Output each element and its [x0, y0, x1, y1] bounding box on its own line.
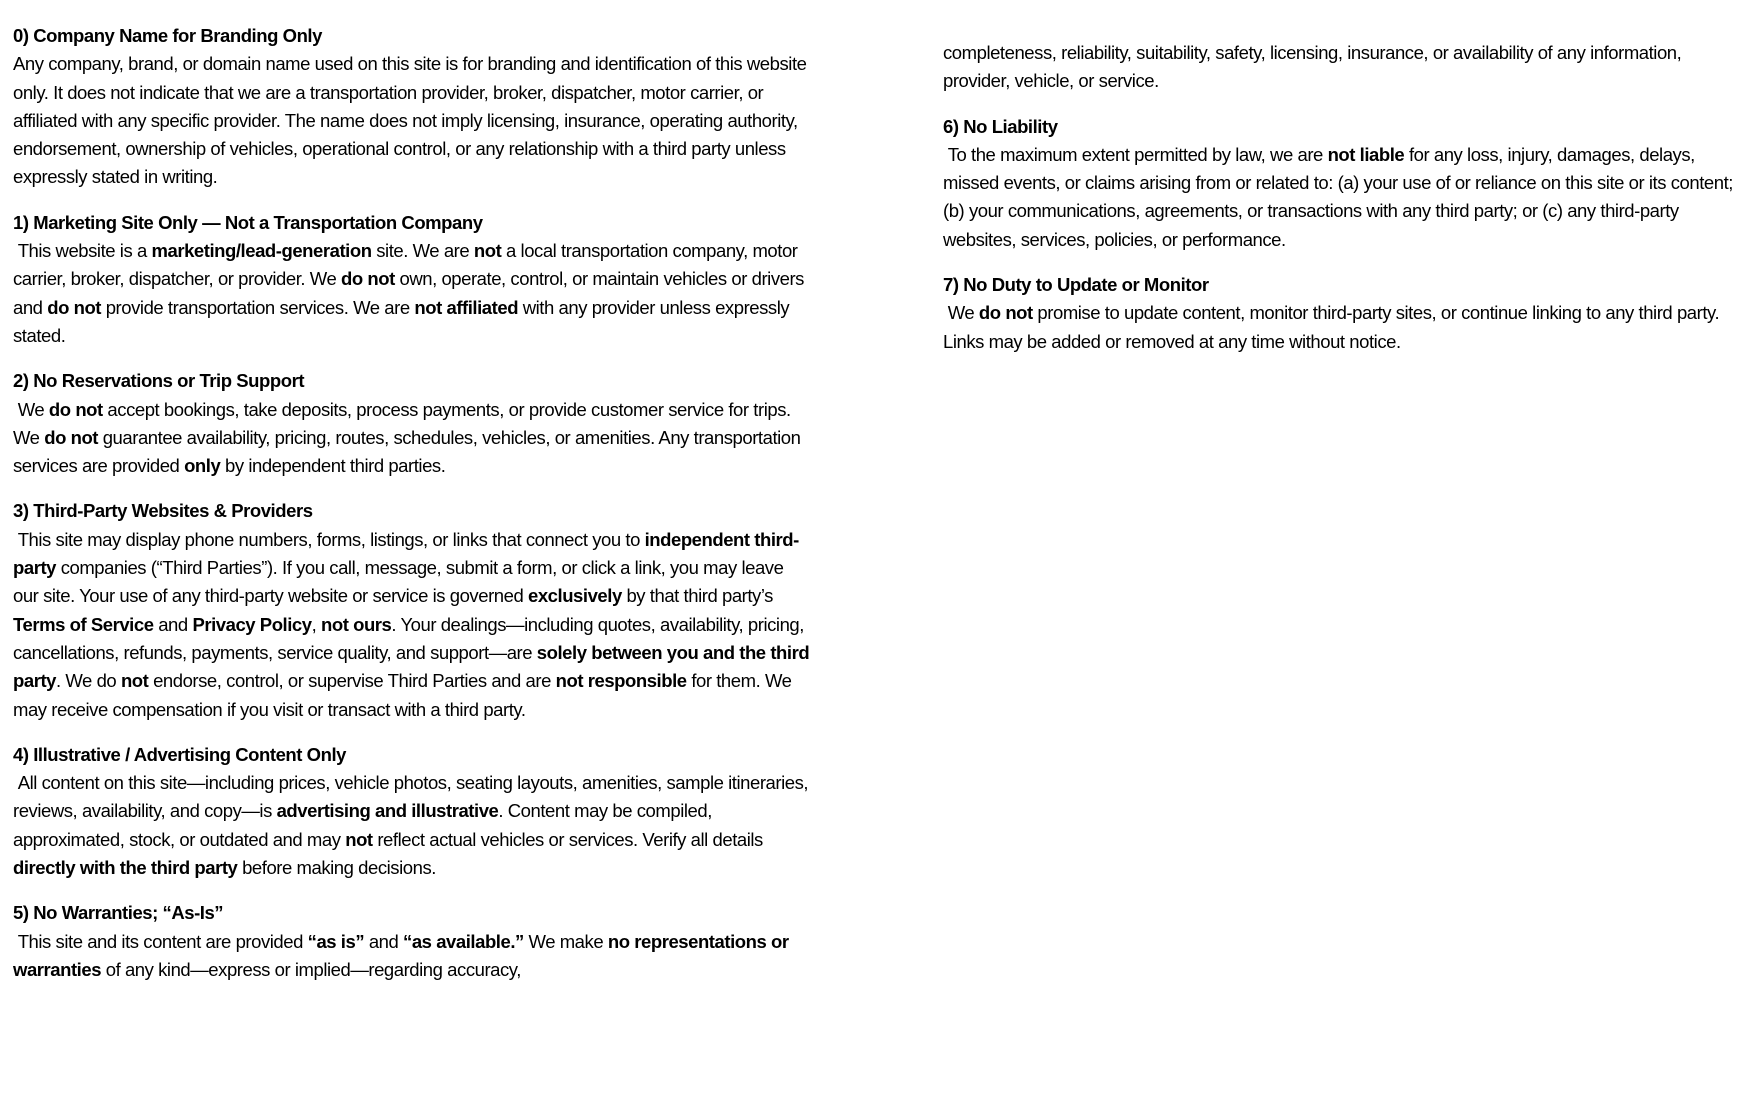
- section-7-heading: 7) No Duty to Update or Monitor: [943, 274, 1209, 296]
- section-5-continuation: [943, 39, 1741, 96]
- section-2-body: We do not accept bookings, take deposits, process payments, or provide customer service for trips. We do not guarantee availability, pricing, routes, schedules, vehicles, or amenities. Any transportation services are provided only by independent third parties.: [13, 398, 806, 477]
- section-2-no-reservations: [13, 367, 811, 480]
- section-3-body: This site may display phone numbers, forms, listings, or links that connect you to independent third-party companies (“Third Parties”). If you call, message, submit a form, or click a link, you may leave our site. Your use of any third-party website or service is governed exclusively by that third party’s Terms of Service and Privacy Policy, not ours. Your dealings—including quotes, availability, pricing, cancellations, refunds, payments, service quality, and support—are solely between you and the third party. We do not endorse, control, or supervise Third Parties and are not responsible for them. We may receive compensation if you visit or transact with a third party.: [13, 528, 814, 720]
- section-7-no-duty-to-update: [943, 271, 1741, 356]
- section-3-heading: 3) Third-Party Websites & Providers: [13, 500, 313, 522]
- section-7-body: We do not promise to update content, monitor third-party sites, or continue linking to any third party. Links may be added or removed at any time without notice.: [943, 302, 1724, 352]
- section-3-third-party-websites: [13, 497, 814, 723]
- section-1-body: This website is a marketing/lead-generation site. We are not a local transportation company, motor carrier, broker, dispatcher, or provider. We do not own, operate, control, or maintain vehicles or drivers and do not provide transportation services. We are not affiliated with any provider unless expressly stated.: [13, 240, 809, 346]
- section-4-body: All content on this site—including prices, vehicle photos, seating layouts, amenities, sample itineraries, reviews, availability, and copy—is advertising and illustrative. Content may be compiled, approximated, stock, or outdated and may not reflect actual vehicles or services. Verify all details directly with the third party before making decisions.: [13, 772, 813, 879]
- section-2-heading: 2) No Reservations or Trip Support: [13, 370, 305, 392]
- section-0-heading: 0) Company Name for Branding Only: [13, 25, 322, 46]
- section-5-no-warranties: [13, 899, 811, 984]
- section-0-body: Any company, brand, or domain name used on this site is for branding and identification of this website only. It does not indicate that we are a transportation provider, broker, dispatcher, motor carrier, or affiliated with any specific provider. The name does not imply licensing, insurance, operating authority, endorsement, ownership of vehicles, operational control, or any relationship with a third party unless expressly stated in writing.: [13, 53, 812, 188]
- section-5-body-part-1: This site and its content are provided “as is” and “as available.” We make no representations or warranties of any kind—express or implied—regarding accuracy,: [13, 930, 794, 980]
- section-6-no-liability: [943, 113, 1741, 254]
- section-4-illustrative-content: [13, 741, 811, 882]
- section-0-company-name-branding: [13, 22, 811, 192]
- section-4-heading: 4) Illustrative / Advertising Content Only: [13, 743, 346, 765]
- section-6-heading: 6) No Liability: [943, 115, 1058, 137]
- section-1-heading: 1) Marketing Site Only — Not a Transportation Company: [13, 211, 483, 233]
- section-5-body-part-2: completeness, reliability, suitability, safety, licensing, insurance, or availability of any information, provider, vehicle, or service.: [943, 42, 1687, 92]
- section-6-body: To the maximum extent permitted by law, we are not liable for any loss, injury, damages, delays, missed events, or claims arising from or related to: (a) your use of or reliance on this site or its content; (b) your communications, agreements, or transactions with any third party; or (c) any third-party websites, services, policies, or performance.: [943, 143, 1738, 250]
- right-column: [943, 22, 1741, 373]
- left-column: [13, 22, 814, 1001]
- section-5-heading: 5) No Warranties; “As-Is”: [13, 902, 224, 924]
- section-1-marketing-site-only: [13, 209, 811, 350]
